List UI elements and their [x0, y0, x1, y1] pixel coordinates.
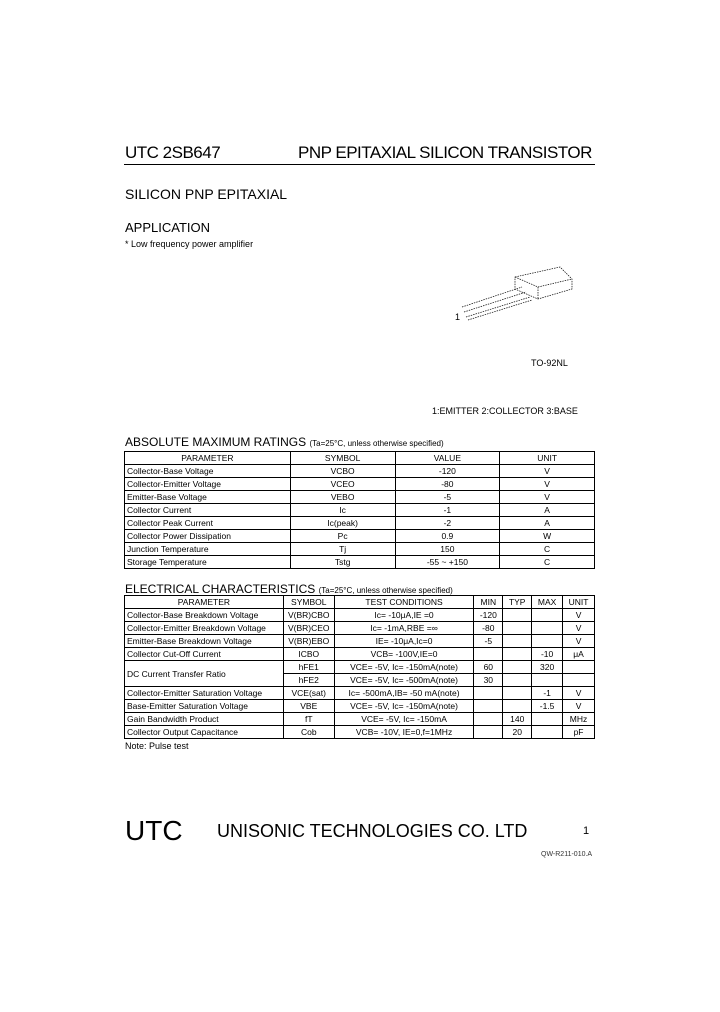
- utc-logo: UTC: [125, 815, 183, 846]
- abs-max-table: [124, 451, 595, 569]
- application-heading: APPLICATION: [125, 220, 211, 235]
- table-cell: Collector Peak Current: [125, 517, 291, 530]
- table-cell: [532, 713, 563, 726]
- table-cell: 140: [503, 713, 532, 726]
- column-header: MAX: [532, 596, 563, 609]
- table-cell: [532, 609, 563, 622]
- table-cell: Collector Power Dissipation: [125, 530, 291, 543]
- table-cell: V: [500, 491, 595, 504]
- table-cell: -1: [532, 687, 563, 700]
- table-row: [125, 543, 595, 556]
- table-row: [125, 465, 595, 478]
- table-cell: [532, 635, 563, 648]
- table-cell: C: [500, 543, 595, 556]
- table-cell: [474, 648, 503, 661]
- table-cell: V: [563, 609, 595, 622]
- table-cell: VCB= -100V,IE=0: [334, 648, 474, 661]
- column-header: SYMBOL: [283, 596, 334, 609]
- table-cell: hFE1: [283, 661, 334, 674]
- table-cell: [503, 648, 532, 661]
- table-cell: VBE: [283, 700, 334, 713]
- table-cell: Collector-Base Voltage: [125, 465, 291, 478]
- table-cell: fT: [283, 713, 334, 726]
- table-row: [125, 648, 595, 661]
- table-cell: [532, 622, 563, 635]
- table-cell: VCE= -5V, Ic= -150mA: [334, 713, 474, 726]
- table-cell: -5: [395, 491, 500, 504]
- table-cell: Emitter-Base Voltage: [125, 491, 291, 504]
- table-row: [125, 504, 595, 517]
- table-cell: [474, 726, 503, 739]
- device-type: PNP EPITAXIAL SILICON TRANSISTOR: [298, 143, 592, 162]
- table-cell: Collector Cut-Off Current: [125, 648, 284, 661]
- table-cell: -80: [474, 622, 503, 635]
- table-cell: Collector-Base Breakdown Voltage: [125, 609, 284, 622]
- elec-condition: (Ta=25°C, unless otherwise specified): [318, 586, 453, 595]
- table-cell: Collector-Emitter Voltage: [125, 478, 291, 491]
- table-cell: 0.9: [395, 530, 500, 543]
- table-row: [125, 622, 595, 635]
- table-cell: -55 ~ +150: [395, 556, 500, 569]
- abs-max-heading: [125, 435, 444, 449]
- electrical-characteristics-table: [124, 595, 595, 739]
- table-cell: 20: [503, 726, 532, 739]
- table-cell: [532, 674, 563, 687]
- table-cell: Base-Emitter Saturation Voltage: [125, 700, 284, 713]
- table-cell: -10: [532, 648, 563, 661]
- table-cell: Collector Current: [125, 504, 291, 517]
- table-cell: V: [500, 465, 595, 478]
- table-row: [125, 530, 595, 543]
- document-code: QW-R211-010.A: [541, 851, 593, 858]
- table-cell: VCE(sat): [283, 687, 334, 700]
- table-cell: MHz: [563, 713, 595, 726]
- column-header: UNIT: [563, 596, 595, 609]
- table-cell: 320: [532, 661, 563, 674]
- column-header: MIN: [474, 596, 503, 609]
- table-cell: [474, 687, 503, 700]
- table-cell: Ic(peak): [290, 517, 395, 530]
- column-header: PARAMETER: [125, 452, 291, 465]
- table-cell: VEBO: [290, 491, 395, 504]
- table-row: [125, 635, 595, 648]
- table-row: [125, 609, 595, 622]
- column-header: SYMBOL: [290, 452, 395, 465]
- elec-title: ELECTRICAL CHARACTERISTICS: [125, 582, 316, 596]
- abs-max-condition: (Ta=25°C, unless otherwise specified): [309, 439, 444, 448]
- column-header: UNIT: [500, 452, 595, 465]
- table-cell: Collector Output Capacitance: [125, 726, 284, 739]
- subtitle: SILICON PNP EPITAXIAL: [125, 186, 288, 202]
- table-cell: -5: [474, 635, 503, 648]
- table-row: [125, 726, 595, 739]
- pin-1-label: 1: [455, 312, 461, 322]
- note: Note: Pulse test: [125, 741, 189, 751]
- table-cell: [503, 700, 532, 713]
- table-cell: [563, 674, 595, 687]
- table-cell: Pc: [290, 530, 395, 543]
- table-cell: Emitter-Base Breakdown Voltage: [125, 635, 284, 648]
- table-cell: Ic= -500mA,IB= -50 mA(note): [334, 687, 474, 700]
- table-cell: VCE= -5V, Ic= -150mA(note): [334, 661, 474, 674]
- part-number: UTC 2SB647: [125, 143, 221, 162]
- company-name: UNISONIC TECHNOLOGIES CO. LTD: [217, 821, 528, 841]
- column-header: VALUE: [395, 452, 500, 465]
- table-cell: -120: [395, 465, 500, 478]
- table-cell: -1: [395, 504, 500, 517]
- table-cell: V: [500, 478, 595, 491]
- table-cell: hFE2: [283, 674, 334, 687]
- table-cell: VCB= -10V, IE=0,f=1MHz: [334, 726, 474, 739]
- table-row: [125, 661, 595, 674]
- table-cell: -2: [395, 517, 500, 530]
- column-header: TYP: [503, 596, 532, 609]
- table-cell: μA: [563, 648, 595, 661]
- table-cell: [503, 609, 532, 622]
- table-cell: [503, 674, 532, 687]
- application-item: * Low frequency power amplifier: [125, 239, 254, 249]
- table-cell: VCE= -5V, Ic= -150mA(note): [334, 700, 474, 713]
- table-cell: VCBO: [290, 465, 395, 478]
- table-cell: [503, 661, 532, 674]
- table-cell: Storage Temperature: [125, 556, 291, 569]
- table-cell: Collector-Emitter Saturation Voltage: [125, 687, 284, 700]
- table-cell: -120: [474, 609, 503, 622]
- table-cell: Tj: [290, 543, 395, 556]
- table-cell: V(BR)EBO: [283, 635, 334, 648]
- table-cell: pF: [563, 726, 595, 739]
- table-cell: Tstg: [290, 556, 395, 569]
- table-cell: [563, 661, 595, 674]
- table-cell: Junction Temperature: [125, 543, 291, 556]
- table-cell: Cob: [283, 726, 334, 739]
- column-header: PARAMETER: [125, 596, 284, 609]
- table-cell: A: [500, 504, 595, 517]
- table-row: [125, 517, 595, 530]
- abs-max-title: ABSOLUTE MAXIMUM RATINGS: [125, 435, 307, 449]
- table-row: [125, 556, 595, 569]
- table-cell: Collector-Emitter Breakdown Voltage: [125, 622, 284, 635]
- table-cell: [503, 687, 532, 700]
- table-cell: W: [500, 530, 595, 543]
- title-rule: [124, 164, 595, 165]
- table-cell: V: [563, 635, 595, 648]
- table-cell: V: [563, 687, 595, 700]
- table-row: [125, 687, 595, 700]
- column-header: TEST CONDITIONS: [334, 596, 474, 609]
- table-cell: Ic: [290, 504, 395, 517]
- table-cell: C: [500, 556, 595, 569]
- table-cell: DC Current Transfer Ratio: [125, 661, 284, 687]
- table-cell: 60: [474, 661, 503, 674]
- table-cell: [503, 635, 532, 648]
- table-cell: V: [563, 622, 595, 635]
- page-number: 1: [583, 825, 590, 837]
- elec-heading: [125, 582, 453, 596]
- table-cell: Gain Bandwidth Product: [125, 713, 284, 726]
- table-row: [125, 713, 595, 726]
- table-cell: Ic= -10μA,IE =0: [334, 609, 474, 622]
- table-cell: VCEO: [290, 478, 395, 491]
- table-cell: ICBO: [283, 648, 334, 661]
- table-cell: V(BR)CBO: [283, 609, 334, 622]
- table-cell: 30: [474, 674, 503, 687]
- package-name: TO-92NL: [531, 358, 568, 368]
- to92nl-package-drawing: [460, 262, 580, 332]
- table-cell: VCE= -5V, Ic= -500mA(note): [334, 674, 474, 687]
- table-cell: -1.5: [532, 700, 563, 713]
- table-cell: 150: [395, 543, 500, 556]
- table-row: [125, 491, 595, 504]
- table-cell: Ic= -1mA,RBE =∞: [334, 622, 474, 635]
- table-cell: A: [500, 517, 595, 530]
- table-cell: [474, 713, 503, 726]
- table-cell: IE= -10μA,Ic=0: [334, 635, 474, 648]
- table-cell: V: [563, 700, 595, 713]
- table-cell: [532, 726, 563, 739]
- table-cell: -80: [395, 478, 500, 491]
- table-row: [125, 700, 595, 713]
- table-cell: V(BR)CEO: [283, 622, 334, 635]
- table-cell: [474, 700, 503, 713]
- table-cell: [503, 622, 532, 635]
- table-row: [125, 478, 595, 491]
- pin-assignment: 1:EMITTER 2:COLLECTOR 3:BASE: [432, 406, 578, 416]
